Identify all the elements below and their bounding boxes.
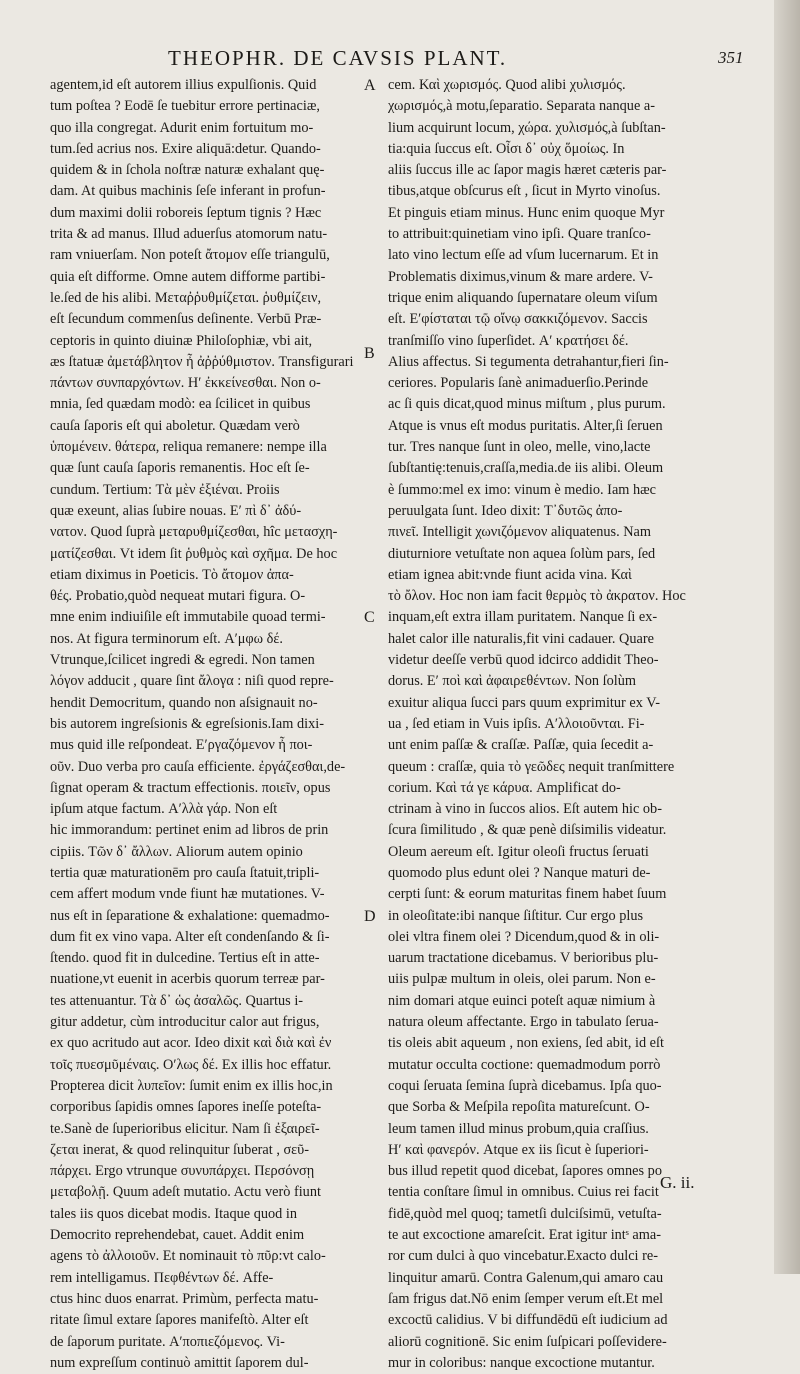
- text-line: num expreſſum continuò amittit ſaporem dul-: [50, 1354, 309, 1371]
- text-line: quæ exeunt, alias ſubire nouas. Εʹ πὶ δ᾽ ἀδύ-: [50, 502, 302, 519]
- text-line: μεταβολῇ. Quum adeſt mutatio. Actu verò fiunt: [50, 1184, 321, 1201]
- text-line: Atque is vnus eſt modus puritatis. Alter,ſi ſeruen: [388, 417, 663, 434]
- signature-mark: G. ii.: [660, 1173, 695, 1192]
- text-line: eſt. Εʹφίσταται τῷ οἴνῳ σακκιζόμενον. Saccis: [388, 311, 648, 328]
- margin-letter-a: A: [364, 77, 376, 94]
- page-edge-shadow: [774, 0, 800, 1274]
- text-line: cundum. Tertium: Τὰ μὲν ἐξιέναι. Proiis: [50, 481, 280, 498]
- text-line: diuturniore vetuſtate non aquea ſolùm pars, ſed: [388, 545, 656, 562]
- text-line: trita & ad manus. Illud aduerſus atomorum natu-: [50, 226, 328, 243]
- text-line: Alius affectus. Si tegumenta detrahantur,fieri ſin-: [388, 353, 669, 370]
- text-line: agentem,id eſt autorem illius expulſionis. Quid: [50, 77, 317, 93]
- text-line: dum maximi dolii roboreis ſeptum tignis ? Hæc: [50, 204, 322, 221]
- text-line: Problematis diximus,vinum & mare ardere. V-: [388, 268, 653, 285]
- text-line: quo illa congregat. Adurit enim fortuitum mo-: [50, 119, 314, 136]
- text-line: tes attenuantur. Τὰ δ᾽ ὡς ἀσαλῶς. Quartus i-: [50, 992, 304, 1009]
- text-line: cerpti ſunt: & eorum maturitas finem habet ſuum: [388, 886, 667, 903]
- text-line: nim domari atque euinci poteſt aquæ nimium à: [388, 992, 656, 1009]
- text-line: ὑπομένειν. θάτερα, reliqua remanere: nempe illa: [50, 439, 327, 456]
- text-line: Vtrunque,ſcilicet ingredi & egredi. Non tamen: [50, 652, 315, 669]
- text-line: Ηʹ καὶ φανερόν. Atque ex iis ſicut è ſuperiori-: [388, 1141, 649, 1158]
- text-line: λόγον adducit , quare ſint ἄλογα : niſi quod repre-: [50, 673, 334, 690]
- text-line: tibus,atque obſcurus eſt , ſicut in Myrto vinoſus.: [388, 183, 661, 200]
- text-line: νατον. Quod ſuprà μεταρυθμίζεσθαι, hîc μετασχη-: [50, 524, 338, 541]
- text-line: ſcura ſimilitudo , & quæ penè diſsimilis videatur.: [388, 822, 667, 839]
- text-line: ſtendo. quod fit in dulcedine. Tertius eſt in atte-: [50, 950, 320, 967]
- text-line: cipiis. Τῶν δ᾽ ἄλλων. Aliorum autem opinio: [50, 843, 303, 860]
- text-line: ac ſi quis dicat,quod minus miſtum , plus purum.: [388, 396, 666, 413]
- text-line: halet calor ille naturalis,fit vini cadauer. Quare: [388, 630, 654, 647]
- text-line: aliis ſuccus ille ac ſapor magis hæret cæteris par-: [388, 162, 667, 179]
- text-line: quomodo plus edunt olei ? Nanque maturi de-: [388, 864, 651, 881]
- page-number: 351: [718, 48, 744, 67]
- text-line: ζεται inerat, & quod relinquitur ſuberat , σεῦ-: [50, 1141, 310, 1158]
- text-line: in oleoſitate:ibi nanque ſiſtitur. Cur ergo plus: [388, 907, 644, 924]
- text-line: ram vniuerſam. Non poteſt ἄτομον eſſe triangulū,: [50, 247, 330, 264]
- text-line: mur in coloribus: nanque excoctione mutantur.: [388, 1354, 655, 1371]
- text-line: trique enim aliquando ſupernatare oleum viſum: [388, 289, 658, 306]
- text-line: rem intelligamus. Πεφθέντων δέ. Affe-: [50, 1269, 274, 1286]
- text-line: coqui ſeruata ſemina ſuprà dicebamus. Ipſa quo-: [388, 1077, 662, 1094]
- text-line: πάντων συνπαρχόντων. Ηʹ ἐκκείνεσθαι. Non o-: [50, 375, 321, 392]
- text-line: τὸ ὄλον. Hoc non iam facit θερμὸς τὸ ἀκρατον. Hoc: [388, 588, 686, 605]
- text-line: æs ſtatuæ ἀμετάβλητον ἦ ἀῤῥύθμιστον. Transfigurari: [50, 353, 354, 370]
- text-line: quia eſt difforme. Omne autem difforme partibi-: [50, 268, 326, 285]
- text-line: etiam diximus in Poeticis. Τὸ ἄτομον ἀπα-: [50, 566, 294, 583]
- text-line: mne enim indiuiſile eſt immutabile quoad termi-: [50, 609, 326, 626]
- text-line: quidem & in ſchola noſtræ naturæ exhalant quę-: [50, 162, 325, 179]
- text-line: exuitur aliqua ſucci pars quum exprimitur ex V-: [388, 694, 660, 711]
- text-line: πινεῖ. Intelligit χωνιζόμενον aliquatenus. Nam: [388, 524, 652, 541]
- text-line: τοῖς πυεσμῦμέναις. Οʹλως δέ. Ex illis hoc effatur.: [50, 1056, 332, 1073]
- text-line: tentia conſtare ſimul in omnibus. Cuius rei facit: [388, 1184, 659, 1201]
- text-line: ματίζεσθαι. Vt idem ſit ῥυθμὸς καὶ σχῆμα. De hoc: [50, 545, 338, 562]
- text-line: hendit Democritum, quando non aſsignauit no-: [50, 694, 318, 711]
- text-line: uarum tractatione dicebamus. V berioribus plu-: [388, 950, 659, 967]
- text-line: ritate ſimul extare ſapores manifeſtò. Alter eſt: [50, 1312, 309, 1329]
- text-line: tis oleis abit aqueum , non exiens, ſed abit, id eſt: [388, 1035, 664, 1052]
- text-line: natura oleum affectante. Ergo in tabulato ſerua-: [388, 1014, 659, 1031]
- text-line: leum tamen illud minus probum,quia craſſius.: [388, 1120, 649, 1137]
- text-line: ctrinam à vino in ſuccos alios. Eſt autem hic ob-: [388, 801, 662, 818]
- text-line: cauſa ſaporis eſt qui aboletur. Quædam verò: [50, 417, 300, 434]
- text-line: ceriores. Popularis ſanè animaduerſio.Perinde: [388, 375, 649, 392]
- text-line: ſubſtantię:tenuis,craſſa,media.de iis alibi. Oleum: [388, 460, 664, 477]
- text-line: ex quo acritudo aut acor. Ideo dixit καὶ διὰ καὶ ἐν: [50, 1035, 332, 1052]
- text-line: χωρισμός,à motu,ſeparatio. Separata nanque a-: [388, 98, 655, 115]
- text-line: queum : craſſæ, quia τὸ γεῶδες nequit tranſmittere: [388, 758, 675, 775]
- text-line: Oleum aereum eſt. Igitur oleoſi fructus ſeruati: [388, 843, 649, 860]
- text-line: tales iis quos dicebat modis. Itaque quod in: [50, 1205, 297, 1222]
- text-line: ſam frigus dat.Nō enim ſemper verum eſt.Et mel: [388, 1290, 664, 1307]
- text-line: uiis pulpæ multum in oleis, olei parum. Non e-: [388, 971, 656, 988]
- text-line: cem. Καὶ χωρισμός. Quod alibi χυλισμός.: [388, 77, 626, 93]
- text-line: te.Sanè de ſuperioribus elicitur. Nam ſi ἐξαιρεῖ-: [50, 1120, 320, 1137]
- text-line: dorus. Εʹ ποὶ καὶ ἀφαιρεθέντων. Non ſolùm: [388, 673, 636, 690]
- left-text-column: [50, 75, 368, 1374]
- text-line: nus eſt in ſeparatione & exhalatione: quemadmo-: [50, 907, 330, 924]
- margin-letter-d: D: [364, 908, 376, 925]
- text-line: ua , ſed etiam in Vuis ipſis. Αʹλλοιοῦνται. Fi-: [388, 715, 645, 732]
- text-line: linquitur amarū. Contra Galenum,qui amaro cau: [388, 1269, 664, 1286]
- text-line: ſignat operam & tractum effectionis. ποιεῖν, opus: [50, 779, 331, 796]
- text-line: ceptoris in quinto diuinæ Philoſophiæ, vbi ait,: [50, 332, 313, 349]
- text-line: corium. Καὶ τά γε κάρυα. Amplificat do-: [388, 779, 621, 796]
- text-line: πάρχει. Ergo vtrunque συνυπάρχει. Περσόνσῃ: [50, 1163, 315, 1180]
- text-line: tertia quæ maturationēm pro cauſa ſtatuit,tripli-: [50, 864, 320, 881]
- text-line: dum fit ex vino vapa. Alter eſt condenſando & ſi-: [50, 928, 330, 945]
- text-line: le.ſed de his alibi. Μεταῤῥυθμίζεται. ῥυθμίζειν,: [50, 289, 322, 306]
- text-line: Et pinguis etiam minus. Hunc enim quoque Myr: [388, 204, 665, 221]
- text-line: θές. Probatio,quòd nequeat mutari figura. O-: [50, 588, 306, 605]
- text-line: videtur deeſſe verbū quod idcirco addidit Theo-: [388, 652, 659, 669]
- text-line: inquam,eſt extra illam puritatem. Nanque ſi ex-: [388, 609, 658, 626]
- text-line: eſt ſecundum commenſus deſinente. Verbū Præ-: [50, 311, 322, 328]
- text-line: ror cum dulci à quo vincebatur.Exacto dulci re-: [388, 1248, 658, 1265]
- text-line: bis autorem ingreſsionis & egreſsionis.Iam dixi-: [50, 715, 324, 732]
- margin-letter-c: C: [364, 609, 375, 626]
- text-line: olei vltra finem olei ? Dicendum,quod & in oli-: [388, 928, 660, 945]
- text-line: tum.ſed acrius nos. Exire aliquā:detur. Quando-: [50, 140, 321, 157]
- text-line: gitur addetur, cùm introducitur calor aut frigus,: [50, 1014, 320, 1031]
- text-line: mnia, ſed quædam modò: ea ſcilicet in quibus: [50, 396, 311, 413]
- text-line: te aut excoctione amareſcit. Erat igitur intˢ ama-: [388, 1227, 661, 1244]
- text-line: quæ ſunt cauſa ſaporis remanentis. Hoc eſt ſe-: [50, 460, 310, 477]
- text-line: to attribuit:quinetiam vino ipſi. Quare tranſco-: [388, 226, 651, 243]
- text-line: bus illud repetit quod dicebat, ſapores omnes po: [388, 1163, 662, 1180]
- text-line: lium acquirunt locum, χώρα. χυλισμός,à ſubſtan-: [388, 119, 666, 136]
- text-line: peruulgata ſunt. Ideo dixit: Τ᾽δυτῶς ἀπο-: [388, 502, 623, 519]
- text-line: etiam ignea abit:vnde fiunt acida vina. Καὶ: [388, 566, 632, 583]
- text-line: de ſaporum puritate. Αʹποπιεζόμενος. Vi-: [50, 1333, 285, 1350]
- text-line: ctus hinc duos enarrat. Primùm, perfecta matu-: [50, 1290, 319, 1307]
- text-line: unt enim paſſæ & craſſæ. Paſſæ, quia ſecedit a-: [388, 737, 654, 754]
- text-line: οῦν. Duo verba pro cauſa efficiente. ἐργάζεσθαι,de-: [50, 758, 346, 775]
- text-line: aliorū cognitionē. Sic enim ſuſpicari poſſevidere-: [388, 1333, 667, 1350]
- text-line: excoctū calidius. V bi diffundēdū eſt iudicium ad: [388, 1312, 668, 1329]
- text-line: corporibus ſapidis omnes ſapores ineſſe poteſta-: [50, 1099, 322, 1116]
- text-line: Propterea dicit λυπεῖον: ſumit enim ex illis hoc,in: [50, 1077, 333, 1094]
- text-line: dam. At quibus machinis ſeſe inferant in profun-: [50, 183, 326, 200]
- text-line: mus quid ille reſpondeat. Εʹργαζόμενον ἦ ποι-: [50, 737, 313, 754]
- text-line: Democrito reprehendebat, cauet. Addit enim: [50, 1227, 305, 1244]
- text-line: hic immorandum: pertinet enim ad libros de prin: [50, 822, 329, 839]
- text-line: que Sorba & Meſpila repoſita matureſcunt. O-: [388, 1099, 650, 1116]
- text-line: nuatione,vt euenit in acerbis quorum terreæ par-: [50, 971, 325, 988]
- text-line: è ſummo:mel ex imo: vinum è medio. Iam hæc: [388, 481, 657, 498]
- margin-letter-b: B: [364, 345, 375, 362]
- text-line: ipſum atque factum. Αʹλλὰ γάρ. Non eſt: [50, 801, 278, 818]
- text-line: nos. At figura terminorum eſt. Αʹμφω δέ.: [50, 630, 283, 647]
- text-line: tur. Tres nanque ſunt in oleo, melle, vino,lacte: [388, 439, 651, 456]
- text-line: tia:quia ſuccus eſt. Οἶσι δ᾽ οὐχ ὅμοίως. In: [388, 140, 625, 157]
- text-line: agens τὸ ἀλλοιοῦν. Et nominauit τὸ πῦρ:vt calo-: [50, 1248, 326, 1265]
- text-line: tranſmiſſo vino ſuperſidet. Αʹ κρατήσει δέ.: [388, 332, 629, 349]
- text-line: fidē,quòd mel quoq; tametſi dulciſsimū, vetuſta-: [388, 1205, 662, 1222]
- text-line: lato vino lectum eſſe ad vſum lucernarum. Et in: [388, 247, 659, 264]
- text-line: tum poſtea ? Eodē ſe tuebitur errore pertinaciæ,: [50, 98, 320, 115]
- running-title: THEOPHR. DE CAVSIS PLANT.: [168, 46, 508, 70]
- text-line: mutatur occulta coctione: quemadmodum porrò: [388, 1056, 661, 1073]
- text-line: cem affert modum vnde fiunt hæ mutationes. V-: [50, 886, 325, 903]
